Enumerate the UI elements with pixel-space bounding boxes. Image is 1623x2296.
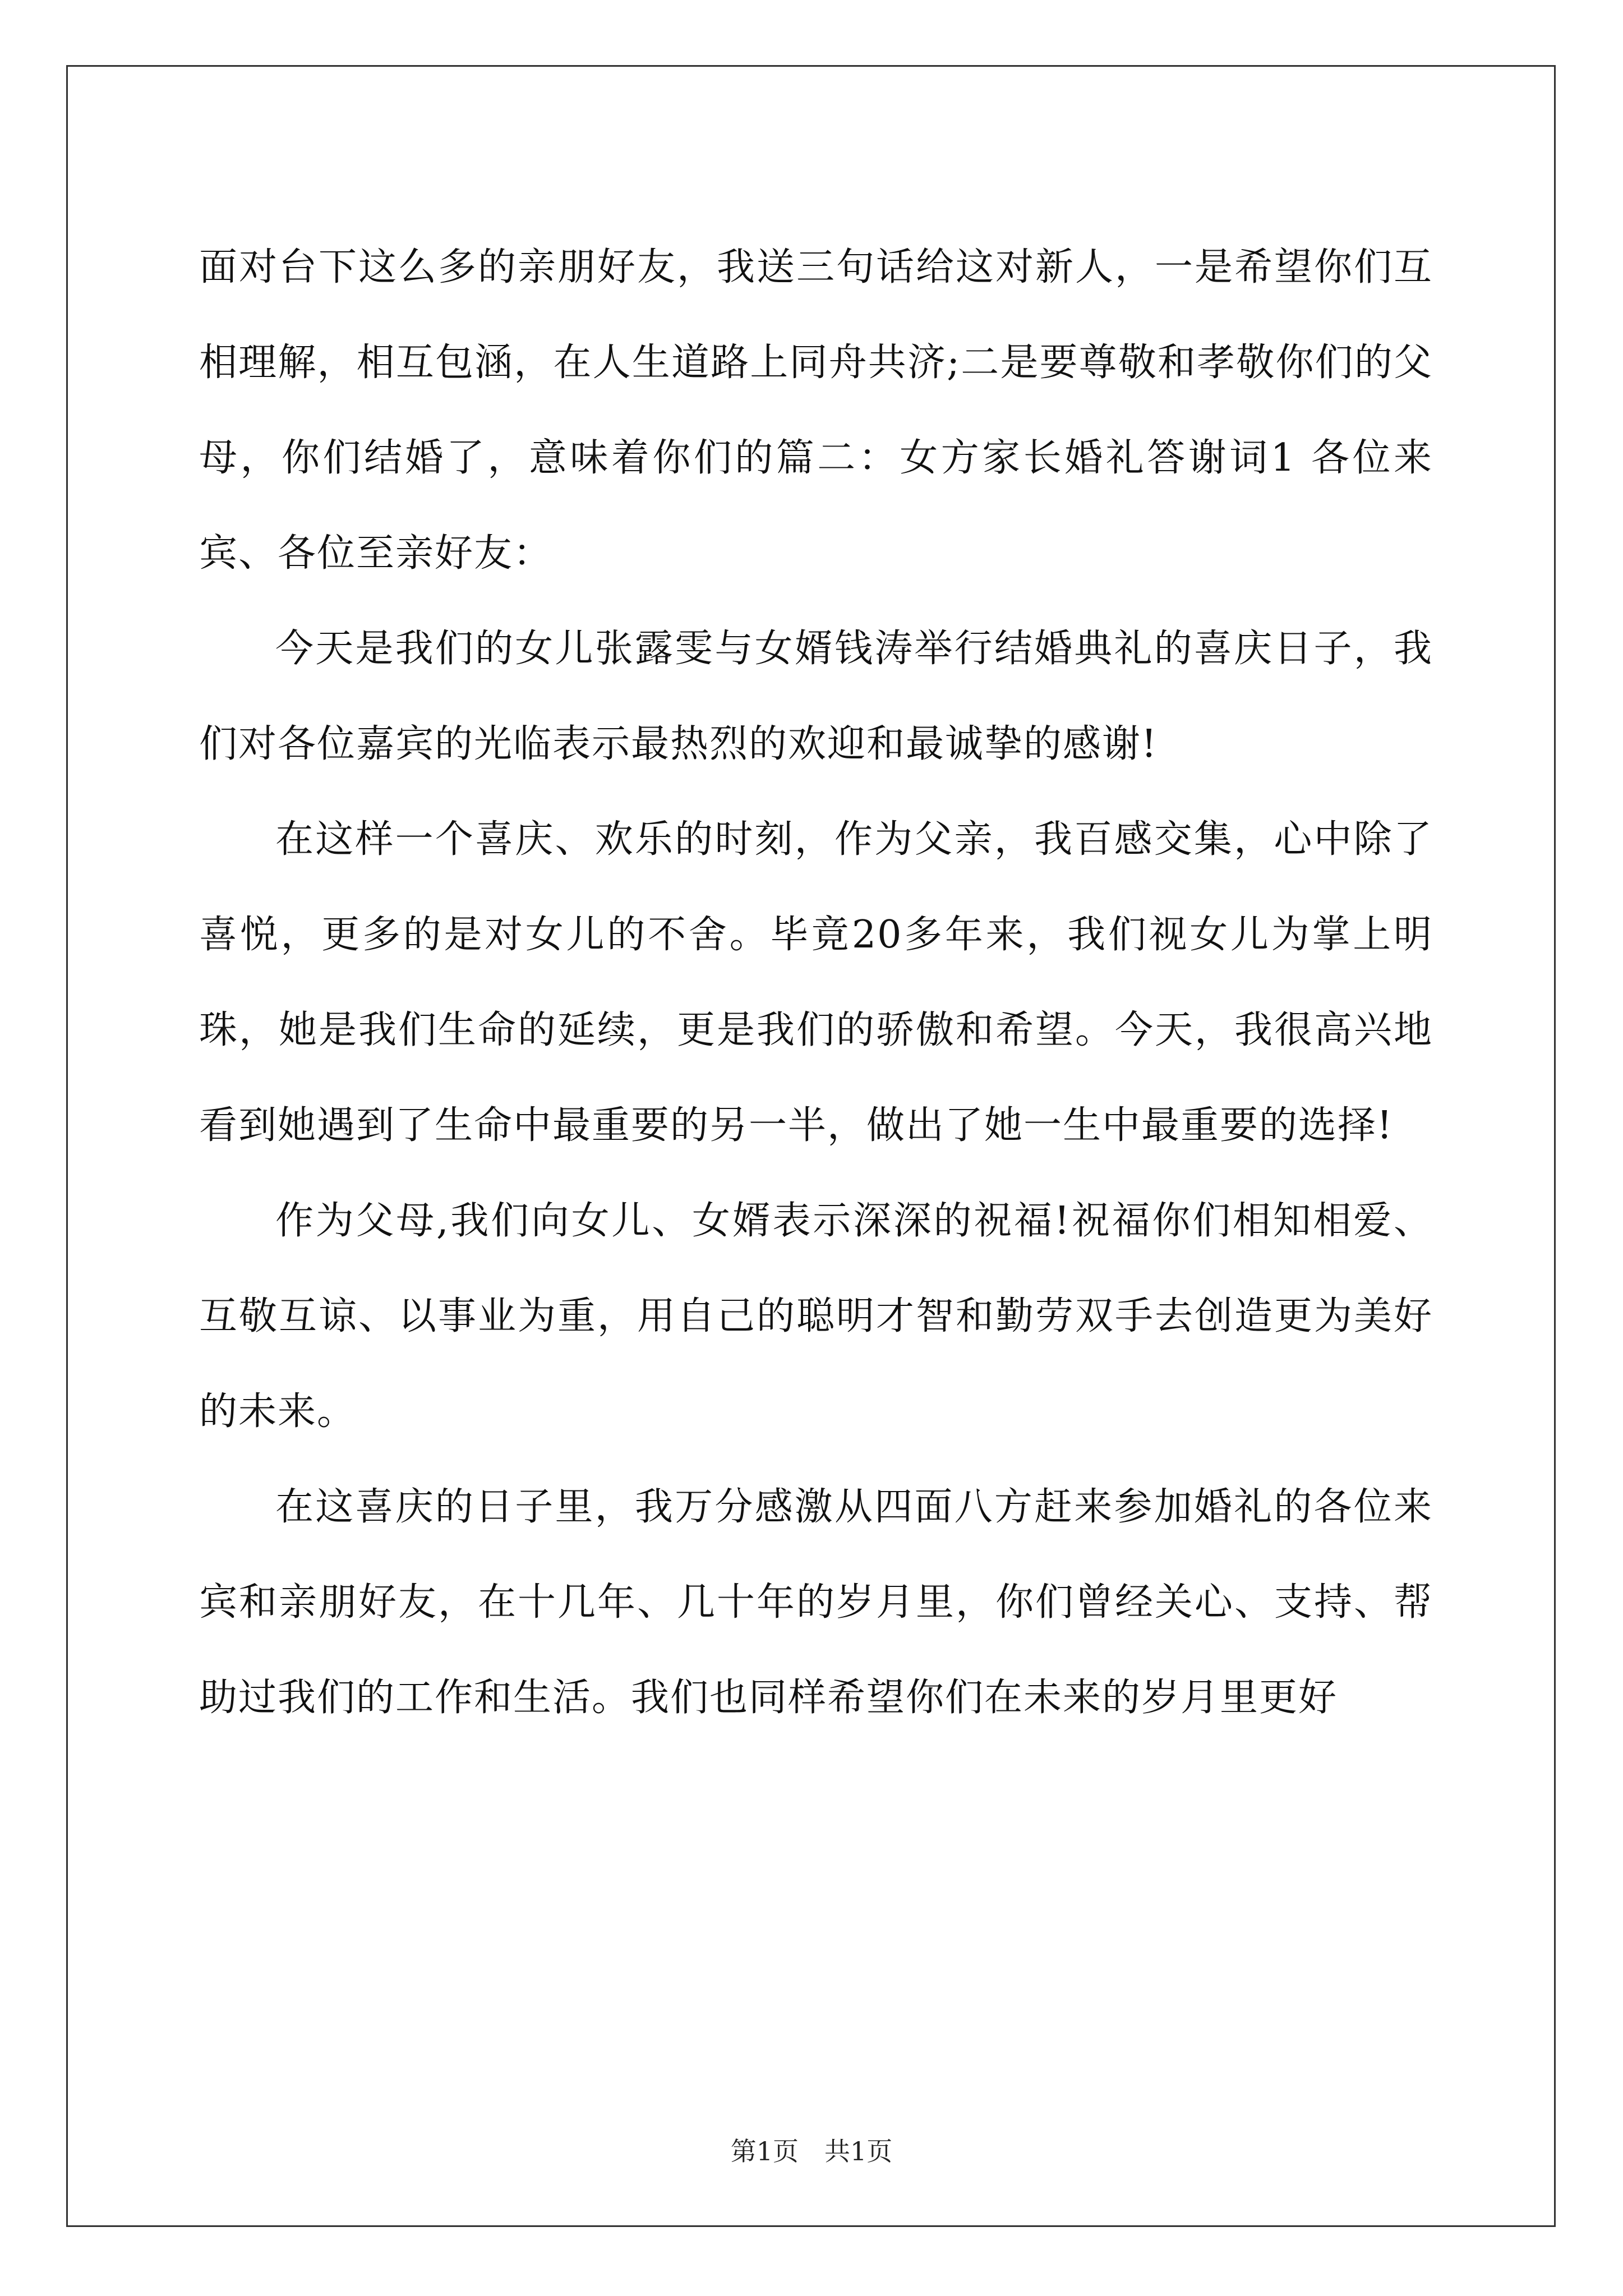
paragraph-2: 今天是我们的女儿张露雯与女婿钱涛举行结婚典礼的喜庆日子，我们对各位嘉宾的光临表示最热烈的欢迎和最诚挚的感谢! [199,627,1433,766]
paragraph-4: 作为父母,我们向女儿、女婿表示深深的祝福!祝福你们相知相爱、互敬互谅、以事业为重，用自己的聪明才智和勤劳双手去创造更为美好的未来。 [199,1199,1433,1434]
page-number-footer: 第1页 共1页 [730,2136,893,2166]
document-body [199,220,1433,1746]
paragraph-1: 面对台下这么多的亲朋好友，我送三句话给这对新人，一是希望你们互相理解，相互包涵，在人生道路上同舟共济;二是要尊敬和孝敬你们的父母，你们结婚了，意味着你们的篇二：女方家长婚礼答谢词1 各位来宾、各位至亲好友： [199,245,1433,576]
paragraph-5: 在这喜庆的日子里，我万分感激从四面八方赶来参加婚礼的各位来宾和亲朋好友，在十几年、几十年的岁月里，你们曾经关心、支持、帮助过我们的工作和生活。我们也同样希望你们在未来的岁月里更好 [199,1485,1433,1720]
paragraph-3: 在这样一个喜庆、欢乐的时刻，作为父亲，我百感交集，心中除了喜悦，更多的是对女儿的不舍。毕竟20多年来，我们视女儿为掌上明珠，她是我们生命的延续，更是我们的骄傲和希望。今天，我很高兴地看到她遇到了生命中最重要的另一半，做出了她一生中最重要的选择! [199,817,1433,1148]
